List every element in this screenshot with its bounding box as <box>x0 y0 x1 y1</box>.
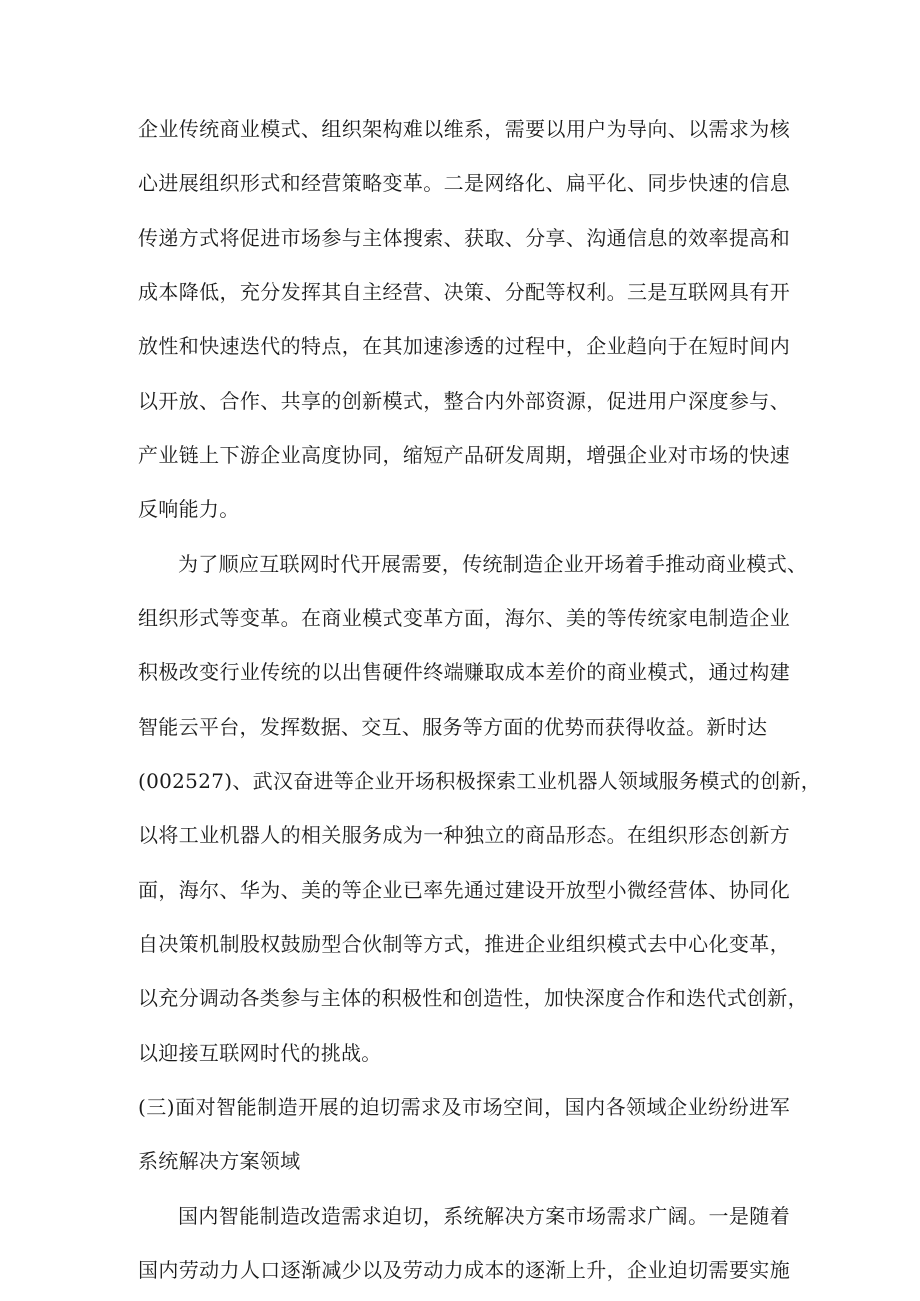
paragraph-2-line-9: 以充分调动各类参与主体的积极性和创造性，加快深度合作和迭代式创新， <box>138 986 808 1010</box>
paragraph-2-line-4: 智能云平台，发挥数据、交互、服务等方面的优势而获得收益。新时达 <box>138 715 768 739</box>
paragraph-1-line-2: 心进展组织形式和经营策略变革。二是网络化、扁平化、同步快速的信息 <box>138 171 790 195</box>
paragraph-2-line-2: 组织形式等变革。在商业模式变革方面，海尔、美的等传统家电制造企业 <box>138 606 790 630</box>
paragraph-1-line-5: 放性和快速迭代的特点，在其加速渗透的过程中，企业趋向于在短时间内 <box>138 334 790 358</box>
paragraph-1-line-6: 以开放、合作、共享的创新模式，整合内外部资源，促进用户深度参与、 <box>138 389 790 413</box>
paragraph-2-line-8: 自决策机制股权鼓励型合伙制等方式，推进企业组织模式去中心化变革， <box>138 932 790 956</box>
section-heading-line-2: 系统解决方案领域 <box>138 1149 301 1173</box>
paragraph-2-line-6: 以将工业机器人的相关服务成为一种独立的商品形态。在组织形态创新方 <box>138 823 790 847</box>
paragraph-1-line-7: 产业链上下游企业高度协同，缩短产品研发周期，增强企业对市场的快速 <box>138 443 790 467</box>
paragraph-3-line-2: 国内劳动力人口逐渐减少以及劳动力成本的逐渐上升，企业迫切需要实施 <box>138 1258 790 1282</box>
paragraph-2-line-7: 面，海尔、华为、美的等企业已率先通过建设开放型小微经营体、协同化 <box>138 878 790 902</box>
paragraph-2-line-5: (002527)、武汉奋进等企业开场积极探索工业机器人领域服务模式的创新， <box>138 769 822 793</box>
paragraph-1-line-3: 传递方式将促进市场参与主体搜索、获取、分享、沟通信息的效率提高和 <box>138 226 790 250</box>
paragraph-1-line-4: 成本降低，充分发挥其自主经营、决策、分配等权利。三是互联网具有开 <box>138 280 790 304</box>
section-heading-line-1: (三)面对智能制造开展的迫切需求及市场空间，国内各领域企业纷纷进军 <box>138 1095 790 1119</box>
paragraph-1-line-1: 企业传统商业模式、组织架构难以维系，需要以用户为导向、以需求为核 <box>138 117 790 141</box>
paragraph-2-line-3: 积极改变行业传统的以出售硬件终端赚取成本差价的商业模式，通过构建 <box>138 660 790 684</box>
paragraph-3-line-1: 国内智能制造改造需求迫切，系统解决方案市场需求广阔。一是随着 <box>178 1204 790 1228</box>
paragraph-2-line-1: 为了顺应互联网时代开展需要，传统制造企业开场着手推动商业模式、 <box>178 552 808 576</box>
paragraph-1-line-8: 反响能力。 <box>138 497 240 521</box>
paragraph-2-line-10: 以迎接互联网时代的挑战。 <box>138 1041 382 1065</box>
